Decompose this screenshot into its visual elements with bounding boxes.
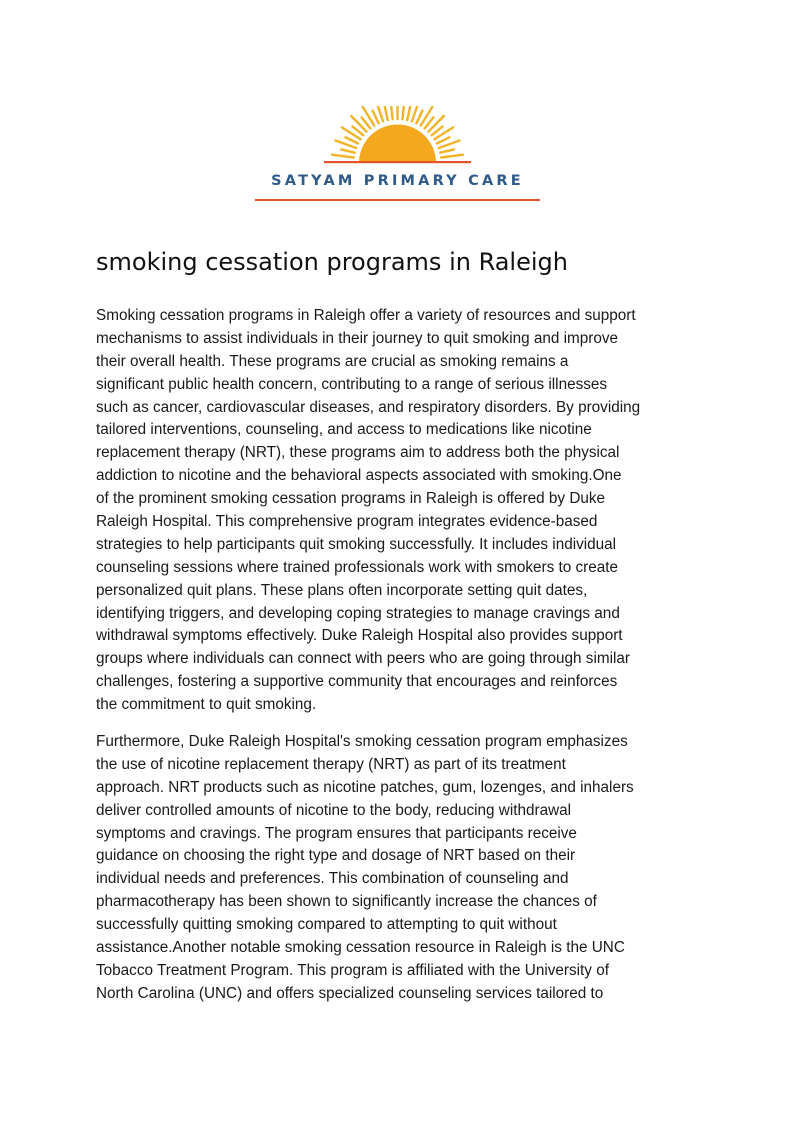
sun-ray <box>440 149 454 152</box>
text-line: Smoking cessation programs in Raleigh offer a variety of resources and support <box>96 307 636 324</box>
article-body <box>96 305 700 1006</box>
text-line: Furthermore, Duke Raleigh Hospital's smoking cessation program emphasizes <box>96 733 628 751</box>
paragraph-gap <box>96 717 700 731</box>
text-line: pharmacotherapy has been shown to significantly increase the chances of <box>96 893 597 911</box>
text-line: counseling sessions where trained professionals work with smokers to create <box>96 558 619 576</box>
text-line: of the prominent smoking cessation programs in Raleigh is offered by Duke <box>96 490 606 508</box>
text-line: groups where individuals can connect with peers who are going through similar <box>96 650 630 668</box>
sun-half-disc <box>359 125 436 164</box>
text-line: guidance on choosing the right type and dosage of NRT based on their <box>96 847 576 865</box>
sun-ray <box>351 116 366 132</box>
text-line: the commitment to quit smoking. <box>96 696 317 714</box>
text-line: challenges, fostering a supportive community that encourages and reinforces <box>96 673 618 691</box>
text-line: assistance.Another notable smoking cessation resource in Raleigh is the UNC <box>96 939 625 957</box>
text-line: Raleigh Hospital. This comprehensive program integrates evidence-based <box>96 513 598 531</box>
sun-ray <box>402 106 404 119</box>
sun-ray <box>390 106 392 119</box>
text-line: the use of nicotine replacement therapy (NRT) as part of its treatment <box>96 755 566 773</box>
text-line: symptoms and cravings. The program ensures that participants receive <box>96 824 577 842</box>
sun-ray <box>332 155 354 158</box>
satyam-primary-care-logo <box>255 106 540 206</box>
sun-ray <box>373 111 379 124</box>
sun-ray <box>441 155 463 158</box>
sunrise-logo-graphic <box>255 106 540 176</box>
sun-ray <box>437 137 450 143</box>
paragraph <box>96 731 700 1006</box>
sun-ray <box>407 106 410 120</box>
sun-ray <box>346 137 359 143</box>
sun-ray <box>341 149 355 152</box>
sun-ray <box>385 106 388 120</box>
text-line: addiction to nicotine and the behavioral aspects associated with smoking.One <box>96 467 622 485</box>
brand-name: SATYAM PRIMARY CARE <box>271 173 524 189</box>
text-line: their overall health. These programs are crucial as smoking remains a <box>96 352 569 370</box>
sun-ray <box>416 111 422 124</box>
text-line: Tobacco Treatment Program. This program is affiliated with the University of <box>96 961 609 979</box>
text-line: mechanisms to assist individuals in their journey to quit smoking and improve <box>96 329 619 347</box>
text-line: successfully quitting smoking compared to attempting to quit without <box>96 916 557 934</box>
text-line: significant public health concern, contributing to a range of serious illnesses <box>96 375 608 393</box>
text-line: withdrawal symptoms effectively. Duke Raleigh Hospital also provides support <box>96 627 623 645</box>
logo-bottom-rule <box>255 199 540 201</box>
text-line: approach. NRT products such as nicotine patches, gum, lozenges, and inhalers <box>96 778 634 796</box>
page-title: smoking cessation programs in Raleigh <box>96 248 568 276</box>
text-line: such as cancer, cardiovascular diseases, and respiratory disorders. By providing <box>96 398 641 416</box>
text-line: deliver controlled amounts of nicotine to the body, reducing withdrawal <box>96 801 572 819</box>
logo-top-rule <box>324 161 471 163</box>
text-line: identifying triggers, and developing coping strategies to manage cravings and <box>96 604 620 622</box>
text-line: personalized quit plans. These plans often incorporate setting quit dates, <box>96 581 588 599</box>
text-line: individual needs and preferences. This combination of counseling and <box>96 870 569 888</box>
text-line: tailored interventions, counseling, and access to medications like nicotine <box>96 421 592 439</box>
sun-ray <box>428 116 443 132</box>
paragraph <box>96 305 700 717</box>
text-line: North Carolina (UNC) and offers specialized counseling services tailored to <box>96 984 604 1002</box>
text-line: strategies to help participants quit smoking successfully. It includes individual <box>96 535 617 553</box>
text-line: replacement therapy (NRT), these programs aim to address both the physical <box>96 444 620 462</box>
